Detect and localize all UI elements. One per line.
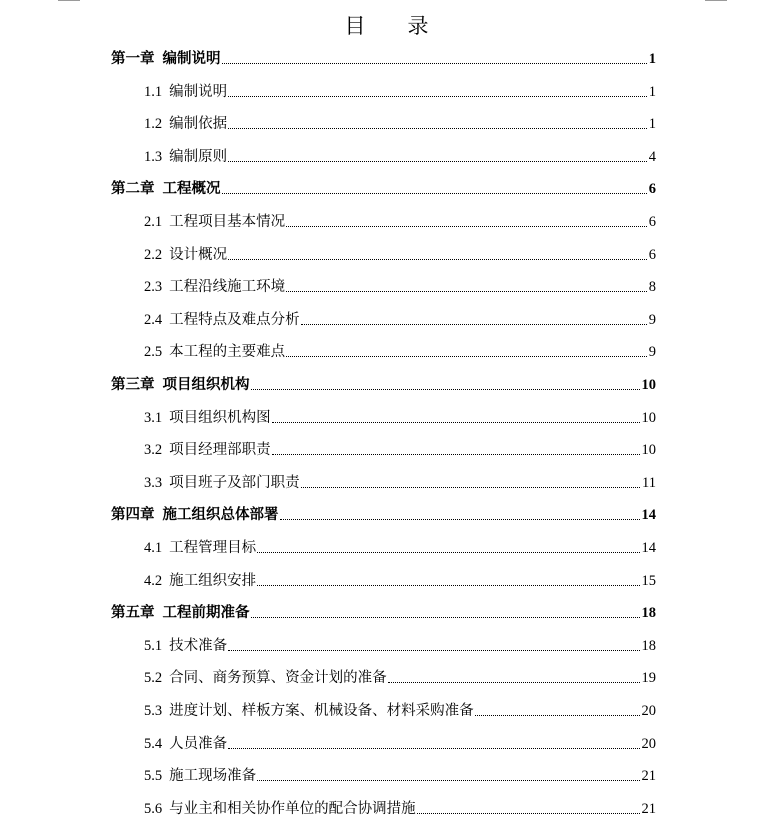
entry-page-number: 19 (641, 670, 656, 687)
toc-chapter-entry[interactable] (0, 600, 775, 622)
entry-page-number: 14 (641, 507, 656, 524)
entry-page-number: 6 (648, 181, 656, 198)
entry-title: 本工程的主要难点 (169, 344, 286, 361)
entry-title: 工程沿线施工环境 (169, 279, 286, 296)
entry-number: 第一章 (111, 51, 155, 67)
entry-page-number: 10 (641, 377, 656, 393)
toc-section-entry[interactable] (0, 633, 775, 655)
entry-page-number: 15 (641, 572, 656, 589)
entry-title: 技术准备 (169, 637, 228, 654)
entry-page-number: 9 (648, 311, 656, 328)
entry-number: 2.2 (144, 246, 163, 263)
dot-leader (280, 519, 640, 520)
entry-page-number: 18 (641, 637, 656, 654)
dot-leader (286, 291, 647, 292)
toc-section-entry[interactable] (0, 535, 775, 557)
toc-chapter-entry[interactable] (0, 502, 775, 524)
entry-number: 1.3 (144, 148, 163, 165)
entry-title: 人员准备 (169, 735, 228, 752)
toc-section-entry[interactable] (0, 274, 775, 296)
entry-number: 第四章 (111, 507, 155, 524)
toc-chapter-entry[interactable] (0, 176, 775, 198)
dot-leader (228, 748, 639, 749)
entry-number: 1.2 (144, 116, 163, 133)
dot-leader (228, 96, 647, 97)
dot-leader (222, 193, 647, 194)
toc-title-char-2: 录 (407, 14, 431, 38)
entry-page-number: 11 (642, 474, 656, 491)
entry-title: 施工组织安排 (169, 572, 257, 589)
entry-number: 4.1 (144, 540, 163, 556)
entry-number: 3.3 (144, 474, 163, 491)
dot-leader (228, 161, 647, 162)
entry-number: 5.6 (144, 800, 163, 817)
dot-leader (286, 356, 647, 357)
toc-section-entry[interactable] (0, 437, 775, 459)
entry-title: 编制说明 (162, 51, 221, 67)
dot-leader (251, 617, 640, 618)
entry-title: 编制说明 (169, 83, 228, 100)
entry-page-number: 6 (648, 246, 656, 263)
entry-title: 工程管理目标 (169, 540, 257, 556)
dot-leader (272, 454, 640, 455)
entry-page-number: 21 (641, 800, 656, 817)
dot-leader (301, 487, 640, 488)
toc-section-entry[interactable] (0, 665, 775, 687)
entry-page-number: 1 (648, 83, 656, 100)
entry-title: 工程特点及难点分析 (169, 311, 300, 328)
entry-number: 5.2 (144, 670, 163, 687)
entry-number: 4.2 (144, 572, 163, 589)
entry-number: 5.4 (144, 735, 163, 752)
entry-title: 工程概况 (162, 181, 221, 198)
entry-title: 项目组织机构 (162, 377, 250, 393)
dot-leader (417, 813, 640, 814)
entry-title: 编制依据 (169, 116, 228, 133)
dot-leader (257, 585, 639, 586)
dot-leader (475, 715, 640, 716)
dot-leader (228, 259, 647, 260)
toc-section-entry[interactable] (0, 111, 775, 133)
entry-title: 与业主和相关协作单位的配合协调措施 (169, 800, 416, 817)
entry-page-number: 9 (648, 344, 656, 361)
entry-page-number: 14 (641, 540, 656, 556)
toc-section-entry[interactable] (0, 209, 775, 231)
toc-section-entry[interactable] (0, 763, 775, 785)
entry-page-number: 4 (648, 148, 656, 165)
toc-section-entry[interactable] (0, 796, 775, 818)
entry-number: 2.3 (144, 279, 163, 296)
toc-title (0, 10, 775, 40)
entry-title: 编制原则 (169, 148, 228, 165)
entry-title: 施工现场准备 (169, 768, 257, 785)
toc-section-entry[interactable] (0, 405, 775, 427)
dot-leader (228, 128, 647, 129)
toc-section-entry[interactable] (0, 339, 775, 361)
dot-leader (272, 422, 640, 423)
entry-page-number: 20 (641, 735, 656, 752)
dot-leader (286, 226, 647, 227)
entry-page-number: 18 (641, 605, 656, 622)
entry-title: 项目班子及部门职责 (169, 474, 300, 491)
dot-leader (257, 552, 639, 553)
toc-section-entry[interactable] (0, 698, 775, 720)
entry-number: 2.5 (144, 344, 163, 361)
entry-title: 设计概况 (169, 246, 228, 263)
entry-number: 5.5 (144, 768, 163, 785)
entry-title: 项目经理部职责 (169, 442, 271, 459)
entry-number: 5.1 (144, 637, 163, 654)
page-corner-mark-right (705, 0, 727, 1)
toc-section-entry[interactable] (0, 79, 775, 101)
entry-title: 项目组织机构图 (169, 409, 271, 426)
dot-leader (257, 780, 639, 781)
entry-page-number: 8 (648, 279, 656, 296)
toc-title-char-1: 目 (344, 14, 368, 38)
entry-page-number: 21 (641, 768, 656, 785)
entry-number: 5.3 (144, 703, 163, 719)
entry-number: 第三章 (111, 377, 155, 393)
entry-number: 2.4 (144, 311, 163, 328)
toc-section-entry[interactable] (0, 242, 775, 264)
entry-page-number: 1 (648, 51, 656, 67)
dot-leader (228, 650, 639, 651)
dot-leader (301, 324, 647, 325)
entry-page-number: 1 (648, 116, 656, 133)
entry-number: 3.1 (144, 409, 163, 426)
toc-section-entry[interactable] (0, 568, 775, 590)
toc-section-entry[interactable] (0, 731, 775, 753)
dot-leader (388, 682, 640, 683)
entry-number: 第二章 (111, 181, 155, 198)
toc-section-entry[interactable] (0, 470, 775, 492)
dot-leader (251, 389, 640, 390)
entry-page-number: 10 (641, 442, 656, 459)
entry-title: 合同、商务预算、资金计划的准备 (169, 670, 387, 687)
toc-chapter-entry[interactable] (0, 46, 775, 68)
dot-leader (222, 63, 647, 64)
entry-title: 工程前期准备 (162, 605, 250, 622)
entry-title: 施工组织总体部署 (162, 507, 279, 524)
page-corner-mark-left (58, 0, 80, 1)
entry-number: 3.2 (144, 442, 163, 459)
entry-page-number: 20 (641, 703, 656, 719)
entry-title: 进度计划、样板方案、机械设备、材料采购准备 (169, 703, 474, 719)
entry-page-number: 10 (641, 409, 656, 426)
entry-number: 1.1 (144, 83, 163, 100)
entry-title: 工程项目基本情况 (169, 214, 286, 230)
toc-section-entry[interactable] (0, 307, 775, 329)
entry-number: 第五章 (111, 605, 155, 622)
entry-page-number: 6 (648, 214, 656, 230)
toc-chapter-entry[interactable] (0, 372, 775, 394)
toc-section-entry[interactable] (0, 144, 775, 166)
entry-number: 2.1 (144, 214, 163, 230)
